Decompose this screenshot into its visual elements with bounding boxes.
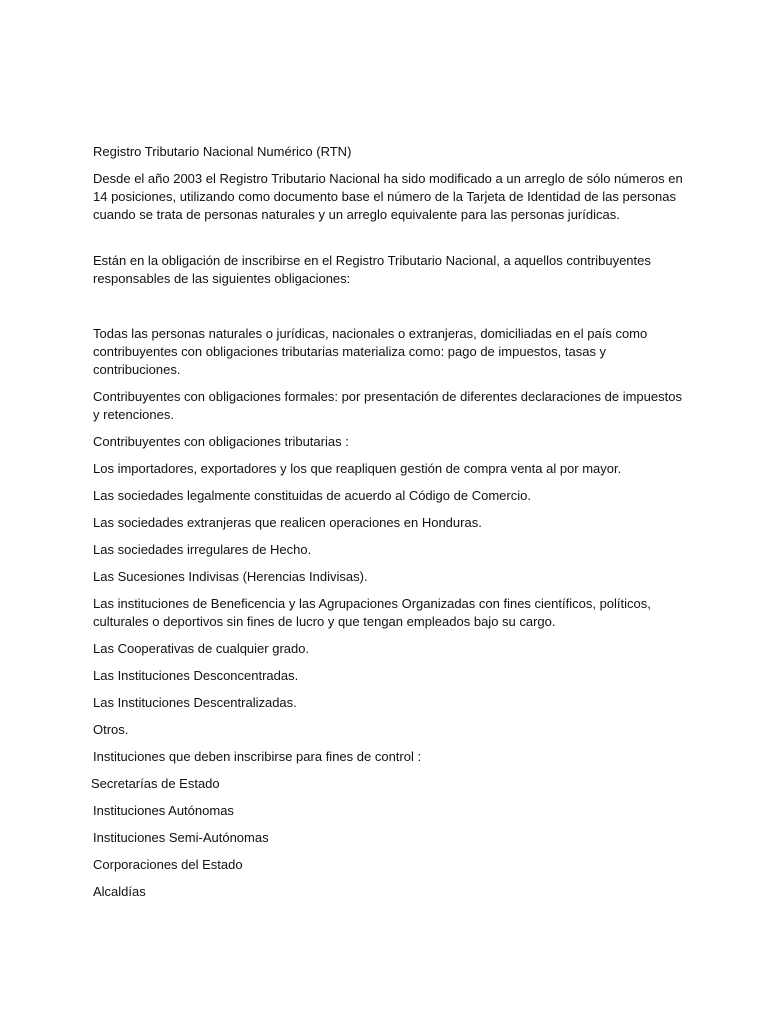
obligation-item: Contribuyentes con obligaciones tributarias :: [93, 434, 349, 449]
obligation-intro-paragraph: Están en la obligación de inscribirse en el Registro Tributario Nacional, a aquellos contribuyentes responsables de las siguientes obligaciones:: [93, 253, 651, 286]
document-title: Registro Tributario Nacional Numérico (RTN): [93, 144, 352, 159]
obligation-item: Los importadores, exportadores y los que reapliquen gestión de compra venta al por mayor.: [93, 461, 622, 476]
control-institution-item: Instituciones Semi-Autónomas: [93, 830, 269, 845]
obligation-item: Las Instituciones Descentralizadas.: [93, 695, 297, 710]
control-institution-item: Secretarías de Estado: [91, 776, 220, 791]
obligation-item: Otros.: [93, 722, 129, 737]
obligation-item: Las Instituciones Desconcentradas.: [93, 668, 299, 683]
obligation-item: Las instituciones de Beneficencia y las Agrupaciones Organizadas con fines científicos, políticos, culturales o deportivos sin fines de lucro y que tengan empleados bajo su cargo.: [93, 596, 651, 629]
obligation-item: Las sociedades legalmente constituidas de acuerdo al Código de Comercio.: [93, 488, 531, 503]
intro-paragraph: Desde el año 2003 el Registro Tributario Nacional ha sido modificado a un arreglo de sólo números en 14 posiciones, utilizando como documento base el número de la Tarjeta de Identidad de las personas cuando se trata de personas naturales y un arreglo equivalente para las personas jurídicas.: [93, 171, 683, 222]
obligation-item: Las Cooperativas de cualquier grado.: [93, 641, 310, 656]
obligation-item: Las Sucesiones Indivisas (Herencias Indivisas).: [93, 569, 368, 584]
obligation-item: Las sociedades extranjeras que realicen operaciones en Honduras.: [93, 515, 482, 530]
control-institution-item: Alcaldías: [93, 884, 146, 899]
obligation-item: Todas las personas naturales o jurídicas, nacionales o extranjeras, domiciliadas en el país como contribuyentes con obligaciones tributarias materializa como: pago de impuestos, tasas y contribuciones.: [93, 326, 648, 377]
control-institution-item: Instituciones Autónomas: [93, 803, 234, 818]
document-body: [93, 143, 683, 910]
obligation-item: Las sociedades irregulares de Hecho.: [93, 542, 312, 557]
obligation-item: Contribuyentes con obligaciones formales: por presentación de diferentes declaraciones de impuestos y retenciones.: [93, 389, 682, 422]
control-institution-item: Corporaciones del Estado: [93, 857, 243, 872]
obligation-item: Instituciones que deben inscribirse para fines de control :: [93, 749, 422, 764]
